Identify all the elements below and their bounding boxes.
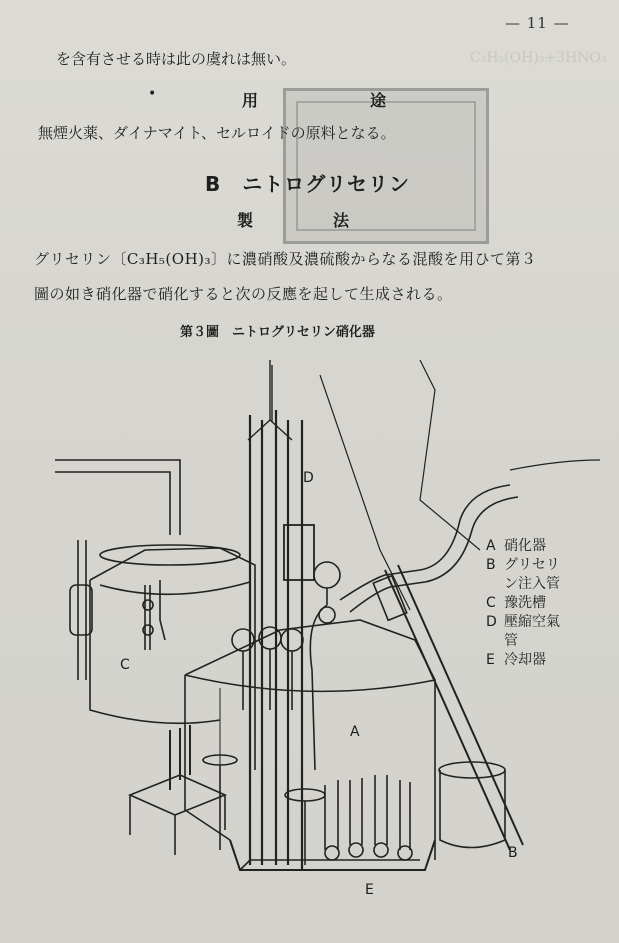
label-E: E: [365, 882, 374, 898]
legend-row: ン注入管: [504, 576, 560, 592]
figure-caption: 第３圖 ニトログリセリン硝化器: [180, 325, 375, 340]
figure-legend: [486, 537, 594, 670]
heading-method-1: 製: [237, 211, 254, 230]
label-C: C: [120, 657, 130, 673]
label-D: D: [303, 470, 314, 486]
legend-row: C 豫洗槽: [486, 595, 546, 611]
legend-row: D 壓縮空氣: [486, 614, 560, 630]
text-line: を含有させる時は此の虞れは無い。: [56, 50, 297, 68]
legend-row: A 硝化器: [486, 538, 546, 554]
stray-mark: •: [148, 86, 157, 102]
bleed-through: C₃H₅(OH)₃+3HNO₃: [470, 50, 607, 66]
heading-uses-2: 途: [370, 91, 387, 110]
uses-text: 無煙火薬、ダイナマイト、セルロイドの原料となる。: [38, 124, 396, 142]
legend-row: B グリセリ: [486, 557, 560, 573]
heading-method-2: 法: [333, 211, 350, 230]
paragraph-line-1: グリセリン〔C₃H₅(OH)₃〕に濃硝酸及濃硫酸からなる混酸を用ひて第３: [34, 250, 537, 268]
ownership-stamp: [283, 88, 489, 244]
section-title: B ニトログリセリン: [205, 172, 411, 196]
paragraph-line-2: 圖の如き硝化器で硝化すると次の反應を起して生成される。: [34, 285, 453, 303]
legend-row: E 冷却器: [486, 652, 546, 668]
label-A: A: [350, 724, 360, 740]
legend-row: 管: [504, 633, 518, 649]
page-number: — 11 —: [505, 14, 570, 32]
label-B: B: [508, 845, 518, 861]
heading-uses-1: 用: [242, 91, 269, 110]
